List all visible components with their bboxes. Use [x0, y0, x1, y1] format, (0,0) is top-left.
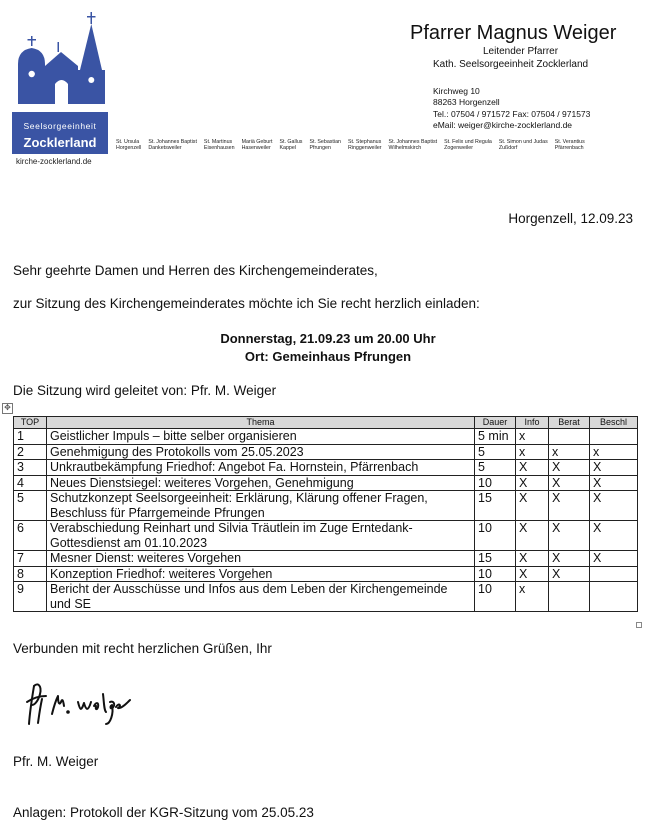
cell-dauer: 10 [475, 582, 516, 612]
parish-item: St. Johannes Baptist Danketsweiler [148, 139, 197, 152]
cell-berat: X [549, 551, 590, 567]
sender-unit: Kath. Seelsorgeeinheit Zocklerland [433, 59, 589, 70]
cell-top: 6 [14, 521, 47, 551]
parish-item: St. Ursula Horgenzell [116, 139, 142, 152]
cell-top: 4 [14, 475, 47, 491]
cell-beschl: X [590, 521, 638, 551]
salutation: Sehr geehrte Damen und Herren des Kirchengemeinderates, [13, 263, 378, 278]
table-move-handle-icon[interactable]: ✥ [2, 403, 13, 414]
address-phone: Tel.: 07504 / 971572 Fax: 07504 / 971573 [433, 108, 591, 119]
cell-thema: Unkrautbekämpfung Friedhof: Angebot Fa. Hornstein, Pfärrenbach [47, 460, 475, 476]
table-row [14, 551, 638, 567]
cell-info: X [516, 566, 549, 582]
cell-beschl: X [590, 551, 638, 567]
cell-dauer: 10 [475, 521, 516, 551]
cell-berat: X [549, 521, 590, 551]
cell-berat [549, 429, 590, 445]
cell-dauer: 5 min [475, 429, 516, 445]
attachments: Anlagen: Protokoll der KGR-Sitzung vom 25.05.23 [13, 805, 314, 820]
cell-thema: Verabschiedung Reinhart und Silvia Träutlein im Zuge Erntedank-Gottesdienst am 01.10.2023 [47, 521, 475, 551]
handwritten-signature [24, 672, 154, 730]
table-row [14, 475, 638, 491]
parish-item: St. Verantius Pfärrenbach [554, 139, 585, 152]
parish-item: St. Sebastian Pfrungen [309, 139, 341, 152]
meeting-place: Ort: Gemeinhaus Pfrungen [244, 349, 412, 364]
signer-name: Pfr. M. Weiger [13, 754, 99, 769]
cell-dauer: 15 [475, 551, 516, 567]
cell-top: 5 [14, 491, 47, 521]
sender-name: Pfarrer Magnus Weiger [410, 22, 617, 44]
parish-item: St. Johannes Baptist Wilhelmskirch [388, 139, 438, 152]
cell-beschl [590, 582, 638, 612]
cell-beschl: X [590, 460, 638, 476]
cell-top: 8 [14, 566, 47, 582]
cell-top: 3 [14, 460, 47, 476]
cell-top: 9 [14, 582, 47, 612]
sender-address [433, 86, 590, 131]
closing-text: Verbunden mit recht herzlichen Grüßen, Ihr [13, 641, 272, 656]
parish-item: Mariä Geburt Hasenweiler [241, 139, 273, 152]
cell-info: x [516, 444, 549, 460]
table-row [14, 460, 638, 476]
cell-info: X [516, 491, 549, 521]
cell-top: 1 [14, 429, 47, 445]
cell-berat [549, 582, 590, 612]
cell-top: 7 [14, 551, 47, 567]
cell-info: X [516, 460, 549, 476]
meeting-date: Donnerstag, 21.09.23 um 20.00 Uhr [220, 331, 436, 346]
cell-info: X [516, 551, 549, 567]
cell-dauer: 10 [475, 566, 516, 582]
cell-beschl: X [590, 475, 638, 491]
cell-info: X [516, 521, 549, 551]
cell-beschl [590, 566, 638, 582]
logo-line1: Seelsorgeeinheit [23, 121, 97, 131]
address-email[interactable]: eMail: weiger@kirche-zocklerland.de [433, 119, 573, 130]
cell-info: x [516, 429, 549, 445]
parish-item: St. Stephanus Ringgenweiler [347, 139, 382, 152]
cell-dauer: 5 [475, 444, 516, 460]
cell-thema: Bericht der Ausschüsse und Infos aus dem Leben der Kirchengemeinde und SE [47, 582, 475, 612]
table-row [14, 444, 638, 460]
header-beschl: Beschl [590, 417, 638, 429]
table-row [14, 582, 638, 612]
cell-berat: X [549, 491, 590, 521]
table-row [14, 429, 638, 445]
cell-dauer: 15 [475, 491, 516, 521]
cell-top: 2 [14, 444, 47, 460]
cell-beschl: x [590, 444, 638, 460]
cell-berat: X [549, 460, 590, 476]
header-berat: Berat [549, 417, 590, 429]
parish-item: St. Simon und Judas Zußdorf [498, 139, 548, 152]
cell-thema: Genehmigung des Protokolls vom 25.05.2023 [47, 444, 475, 460]
parish-item: St. Martinus Eisenhausen [203, 139, 235, 152]
header-info: Info [516, 417, 549, 429]
letter-date: Horgenzell, 12.09.23 [508, 211, 633, 226]
parish-item: St. Gallus Kappel [279, 139, 303, 152]
cell-info: X [516, 475, 549, 491]
cell-thema: Neues Dienstsiegel: weiteres Vorgehen, Genehmigung [47, 475, 475, 491]
cell-beschl: X [590, 491, 638, 521]
cell-berat: x [549, 444, 590, 460]
sender-role: Leitender Pfarrer [483, 46, 559, 57]
address-street: Kirchweg 10 [433, 86, 480, 96]
parish-logo [12, 12, 108, 158]
cell-thema: Geistlicher Impuls – bitte selber organisieren [47, 429, 475, 445]
header-top: TOP [14, 417, 47, 429]
website-link[interactable]: kirche-zocklerland.de [16, 157, 92, 166]
parish-item: St. Felix und Regula Zogenweiler [444, 139, 492, 152]
cell-berat: X [549, 475, 590, 491]
meeting-chair: Die Sitzung wird geleitet von: Pfr. M. Weiger [13, 383, 277, 398]
table-row [14, 491, 638, 521]
table-header-row [14, 417, 638, 429]
header-thema: Thema [47, 417, 475, 429]
parish-list [116, 139, 636, 152]
cell-info: x [516, 582, 549, 612]
intro-text: zur Sitzung des Kirchengemeinderates möchte ich Sie recht herzlich einladen: [13, 296, 480, 311]
cell-dauer: 5 [475, 460, 516, 476]
logo-line2: Zocklerland [23, 135, 97, 150]
agenda-table [13, 416, 638, 612]
cell-thema: Konzeption Friedhof: weiteres Vorgehen [47, 566, 475, 582]
table-resize-handle[interactable] [636, 622, 642, 628]
table-row [14, 566, 638, 582]
address-city: 88263 Horgenzell [433, 97, 500, 108]
cell-berat: X [549, 566, 590, 582]
cell-dauer: 10 [475, 475, 516, 491]
table-row [14, 521, 638, 551]
cell-beschl [590, 429, 638, 445]
cell-thema: Schutzkonzept Seelsorgeeinheit: Erklärung, Klärung offener Fragen, Beschluss für Pfarrgemeinde Pfrungen [47, 491, 475, 521]
header-dauer: Dauer [475, 417, 516, 429]
cell-thema: Mesner Dienst: weiteres Vorgehen [47, 551, 475, 567]
